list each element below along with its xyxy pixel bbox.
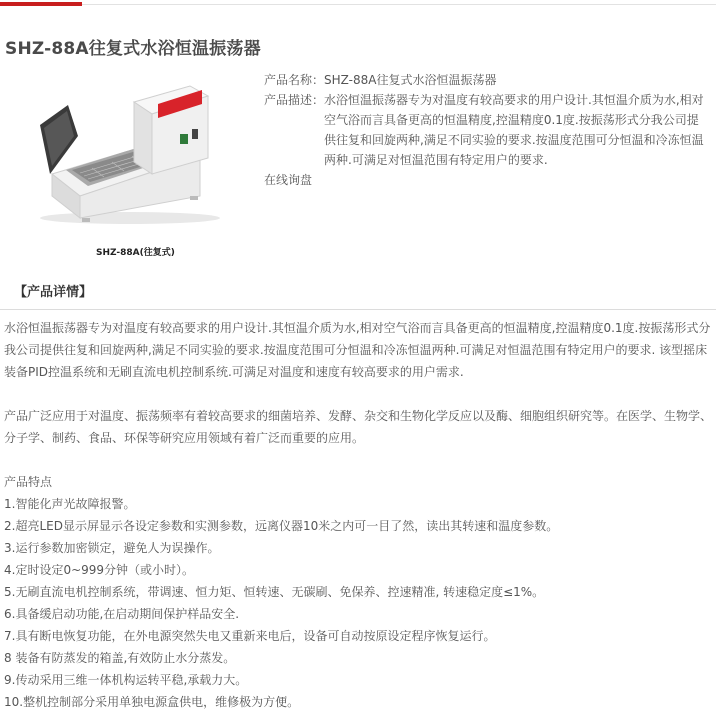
product-photo [22,78,222,268]
inquiry-row [264,170,710,190]
top-divider [0,4,716,5]
feature-item: 8 装备有防蒸发的箱盖,有效防止水分蒸发。 [4,651,236,665]
feature-item: 1.智能化声光故障报警。 [4,497,136,511]
feature-item: 9.传动采用三维一体机构运转平稳,承载力大。 [4,673,248,687]
product-name-value: SHZ-88A往复式水浴恒温振荡器 [324,73,497,87]
features-list [4,493,712,713]
feature-item: 2.超亮LED显示屏显示各设定参数和实测参数，远离仪器10米之内可一目了然，读出其转速和温度参数。 [4,519,559,533]
feature-item: 4.定时设定0~999分钟（或小时）。 [4,563,195,577]
feature-item: 10.整机控制部分采用单独电源盒供电，维修极为方便。 [4,695,300,709]
product-desc-value: 水浴恒温振荡器专为对温度有较高要求的用户设计.其恒温介质为水,相对空气浴而言具备更高的恒温精度,控温精度0.1度.按振荡形式分我公司提供往复和回旋两种,满足不同实验的要求.按温度范围可分恒温和冷冻恒温两种.可满足对恒温范围有特定用户的要求. [324,93,704,167]
product-summary [264,70,710,190]
detail-paragraph-2: 产品广泛应用于对温度、振荡频率有着较高要求的细菌培养、发酵、杂交和生物化学反应以及酶、细胞组织研究等。在医学、生物学、分子学、制药、食品、环保等研究应用领域有着广泛而重要的应用。 [4,409,713,445]
feature-item: 7.具有断电恢复功能，在外电源突然失电又重新来电后，设备可自动按原设定程序恢复运行。 [4,629,496,643]
feature-item: 3.运行参数加密锁定，避免人为误操作。 [4,541,220,555]
detail-section-header [0,285,716,310]
page-title: SHZ-88A往复式水浴恒温振荡器 [5,39,261,59]
product-desc-row [264,90,710,170]
inquiry-link[interactable]: 在线询盘 [264,173,313,187]
product-name-row [264,70,710,90]
detail-paragraph-1: 水浴恒温振荡器专为对温度有较高要求的用户设计.其恒温介质为水,相对空气浴而言具备更高的恒温精度,控温精度0.1度.按振荡形式分我公司提供往复和回旋两种,满足不同实验的要求.按温度范围可分恒温和冷冻恒温两种.可满足对恒温范围有特定用户的要求. 该型摇床装备PID控温系统和无刷直流电机控制系统.可满足对温度和速度有较高要求的用户需求. [4,321,711,379]
product-name-label: 产品名称： [264,73,325,87]
feature-item: 6.具备缓启动功能,在启动期间保护样品安全. [4,607,240,621]
detail-content [4,317,712,713]
image-caption: SHZ-88A(往复式) [96,248,175,258]
product-desc-label: 产品描述： [264,93,325,107]
detail-heading: 【产品详情】 [14,285,93,300]
features-title: 产品特点 [4,475,53,489]
feature-item: 5.无刷直流电机控制系统，带调速、恒力矩、恒转速、无碳刷、免保养、控速精准, 转速稳定度≤1%。 [4,585,545,599]
top-accent-bar [0,2,82,6]
